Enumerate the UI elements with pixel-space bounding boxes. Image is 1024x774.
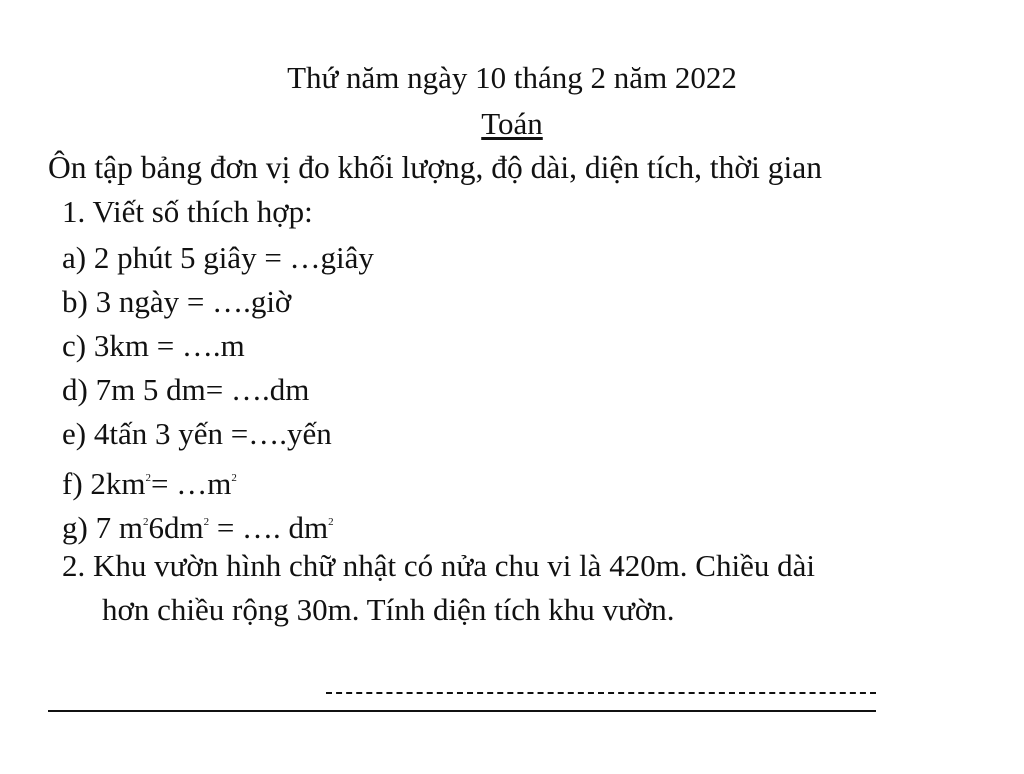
subject-label: Toán xyxy=(481,106,543,141)
solid-divider xyxy=(48,710,876,712)
item-g-sup3: 2 xyxy=(328,516,334,528)
subject-title xyxy=(0,104,1024,144)
exercise2-line1: 2. Khu vườn hình chữ nhật có nửa chu vi là 420m. Chiều dài xyxy=(62,548,815,583)
dashed-divider xyxy=(326,692,876,694)
item-g-part1: g) 7 m xyxy=(62,510,143,545)
item-f-right: = …m xyxy=(151,466,232,501)
date-line: Thứ năm ngày 10 tháng 2 năm 2022 xyxy=(287,60,737,95)
exercise2-line2: hơn chiều rộng 30m. Tính diện tích khu vườn. xyxy=(102,592,675,627)
exercise1-item-g xyxy=(62,502,334,548)
exercise1-item-a: a) 2 phút 5 giây = …giây xyxy=(62,240,374,275)
exercise1-item-b: b) 3 ngày = ….giờ xyxy=(62,284,292,319)
exercise1-item-f xyxy=(62,458,237,504)
item-g-part2: 6dm xyxy=(148,510,204,545)
item-f-sup-end: 2 xyxy=(231,472,237,484)
item-g-sup1: 2 xyxy=(142,516,149,528)
item-g-part3: = …. dm xyxy=(209,510,329,545)
item-g-sup2: 2 xyxy=(203,516,210,528)
exercise1-item-d: d) 7m 5 dm= ….dm xyxy=(62,372,310,407)
exercise1-item-e: e) 4tấn 3 yến =….yến xyxy=(62,416,332,451)
item-f-sup: 2 xyxy=(145,472,152,484)
lesson-title: Ôn tập bảng đơn vị đo khối lượng, độ dài, diện tích, thời gian xyxy=(48,150,822,185)
item-f-left: f) 2km xyxy=(62,466,146,501)
exercise1-heading: 1. Viết số thích hợp: xyxy=(62,194,313,229)
exercise1-item-c: c) 3km = ….m xyxy=(62,328,245,363)
